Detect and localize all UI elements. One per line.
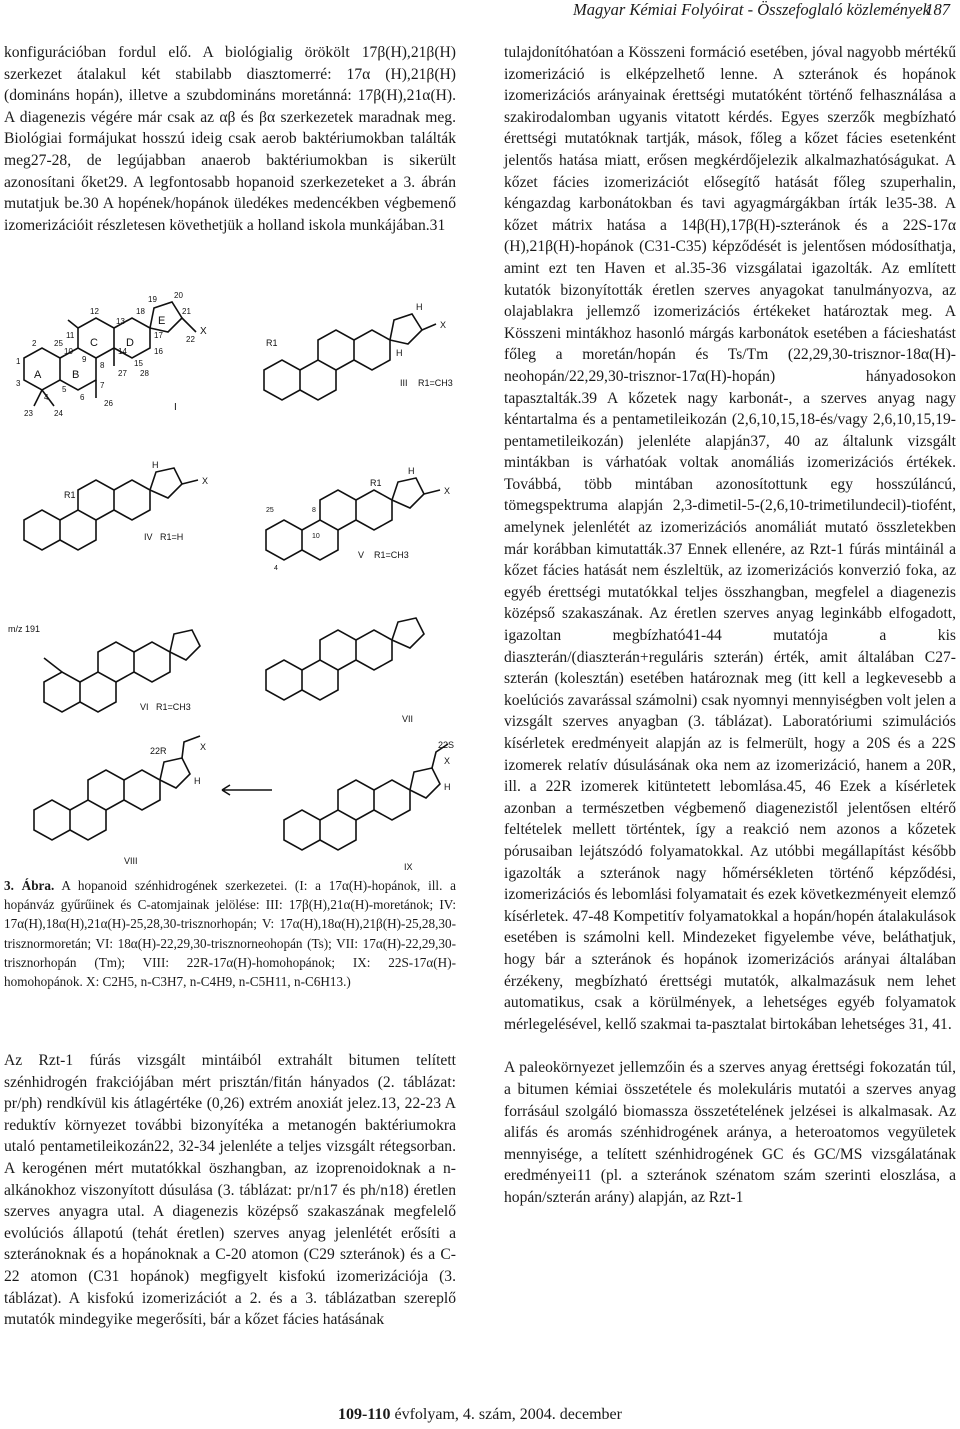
atom-number: 14 (118, 347, 127, 356)
atom-number: 19 (148, 295, 157, 304)
atom-number: 27 (118, 369, 127, 378)
hopanoid-structures-figure (4, 290, 462, 875)
atom-number: 17 (154, 331, 163, 340)
atom-number: 26 (104, 399, 113, 408)
atom-number: 8 (100, 361, 105, 370)
page-number: 187 (925, 0, 950, 19)
structure-number: III (400, 378, 408, 388)
caption-text: A hopanoid szénhidrogének szerkezetei. (I: a 17α(H)-hopánok, ill. a hopánváz gyűrűinek és C-atomjainak jelölése: III: 17β(H),21α(H)-moretánok; IV: 17α(H),18α(H),21α(H)-25,28,30-trisznorhopán; V: 17α(H),18α(H),21β(H)-25,28,30-trisznormoretán; VI: 18α(H)-22,29,30-trisznorneohopán (Ts); VII: 17α(H)-22,29,30-trisznorhopán (Tm); VIII: 22R-17α(H)-homohopánok; IX: 22S-17α(H)-homohopánok. X: C2H5, n-C3H7, n-C4H9, n-C5H11, n-C6H13.) (4, 878, 456, 990)
atom-number: 12 (90, 307, 99, 316)
h-label: H (194, 776, 201, 786)
atom-number: 8 (312, 507, 316, 514)
atom-number: 5 (62, 385, 67, 394)
structure-number: V (358, 550, 365, 560)
figure-caption (4, 876, 456, 991)
left-column-bottom (4, 1050, 456, 1331)
atom-number: 28 (140, 369, 149, 378)
structure-number: VI (140, 702, 149, 712)
ring-A-label: A (34, 369, 42, 381)
structure-number: I (174, 402, 177, 413)
structure-I (16, 291, 207, 418)
atom-number: 9 (82, 355, 87, 364)
substituent-x: X (202, 476, 209, 486)
r1-label: R1 (64, 490, 76, 500)
substituent-x: X (444, 756, 451, 766)
structure-number: VII (402, 714, 414, 724)
issue-info: évfolyam, 4. szám, 2004. december (390, 1406, 622, 1423)
atom-number: 2 (32, 339, 37, 348)
figure-label: 3. Ábra. (4, 878, 55, 893)
atom-number: 15 (134, 359, 143, 368)
atom-number: 3 (16, 379, 21, 388)
atom-number: 4 (274, 565, 278, 572)
atom-number: 25 (266, 507, 274, 514)
r1-definition: R1=CH3 (418, 378, 453, 388)
atom-number: 10 (312, 533, 320, 540)
structure-number: VIII (124, 856, 138, 866)
paragraph: konfigurációban fordul elő. A biológialig örökölt 17β(H),21β(H) szerkezet átalakul két stabilabb diasztomerré: 17α (H),21β(H) (domináns hopán), illetve a szubdomináns moretánná: 17β(H),21α(H). A diagenezis végére már csak az αβ és βα szerkezetek maradnak meg. Biológiai formájukat hosszú ideig csak aerob baktériumokban találták meg27-28, de legújabban anaerob baktériumokban is sikerült azonosítani őket29. A legfontosabb hopanoid szerkezeteket a 3. ábrán mutatjuk be.30 A hopének/hopánok üledékes medencékben végbemenő izomerizációit részletesen követhetjük a holland iskola munkájában.31 (4, 44, 456, 234)
atom-number: 20 (174, 291, 183, 300)
structure-V (266, 466, 450, 572)
running-header (0, 0, 960, 24)
atom-number: 16 (154, 347, 163, 356)
isomer-22r-label: 22R (150, 746, 167, 756)
structure-VI (44, 630, 200, 712)
atom-number: 6 (80, 393, 85, 402)
equilibrium-arrow (222, 785, 272, 795)
journal-title: Magyar Kémiai Folyóirat - Összefoglaló közlemények (573, 0, 930, 19)
h-label: H (152, 460, 159, 470)
mass-fragment-label: m/z 191 (8, 624, 41, 634)
atom-number: 1 (16, 357, 21, 366)
substituent-x: X (200, 742, 207, 752)
ring-E-label: E (158, 315, 166, 327)
h-label: H (396, 348, 403, 358)
atom-number: 21 (182, 307, 191, 316)
h-label: H (408, 466, 415, 476)
atom-number: 22 (186, 335, 195, 344)
structure-IX (284, 740, 454, 872)
substituent-x: X (200, 326, 207, 337)
r1-definition: R1=CH3 (374, 550, 409, 560)
substituent-x: X (444, 486, 451, 496)
isomer-22s-label: 22S (438, 740, 455, 750)
r1-definition: R1=H (160, 532, 184, 542)
structure-IV (24, 460, 208, 550)
structure-drawing (4, 290, 462, 875)
structure-VIII (34, 736, 206, 866)
atom-number: 13 (116, 317, 125, 326)
atom-number: 18 (136, 307, 145, 316)
atom-number: 11 (66, 331, 75, 340)
r1-label: R1 (266, 338, 278, 348)
r1-label: R1 (370, 478, 382, 488)
atom-number: 24 (54, 409, 63, 418)
left-column-top (4, 42, 456, 236)
paragraph: A paleokörnyezet jellemzőin és a szerves anyag érettségi fokozatán túl, a bitumen kémiai összetétele és molekuláris mutatói a szerves anyag forrásául szolgáló biomassza összetételének jelzései is alkalmasak. Az alifás és aromás szénhidrogének aránya, a heteroatomos vegyületek mennyisége, a telített szénhidrogének GC és GC/MS vizsgálatának eredményei11 (pl. a szteránok szénatom szám szerinti eloszlása, a hopán/szterán arány) alapján, az Rzt-1 (504, 1059, 956, 1206)
structure-number: IV (144, 532, 153, 542)
paragraph: tulajdonítóhatóan a Kösszeni formáció esetében, jóval nagyobb mértékű izomerizáció is elképzelhető lenne. A szteránok és hopánok izomerizációs arányainak érettségi mutatóként történő felhasználása a szakirodalomban ugyanis vitatott kérdés. Egyes szerzők megbízható érettségi mutatóknak tartják, mások, főleg a kőzet fácies esetenként jelentős hatása miatt, erősen megkérdőjelezik alkalmazhatóságukat. A kőzet fácies izomerizációt elősegítő hatását főleg szuperhalin, kéngazdag karbonátokban és tavi agyagmárgákban írták le35-38. A kőzet mátrix hatása a 14β(H),17β(H)-szteránok és a 22S-17α (H),21β(H)-hopánok (C31-C35) képződését is jelentősen módosíthatja, amint ezt ten Haven et al.35-36 vizsgálatai igazolták. Az említett kutatók bizonyították éretlen szerves anyagokat tanulmányozva, az olajablakra jellemző izomerizációs értékeket határoztak meg. A Kösszeni mintákhoz hasonló márgás karbonátok esetében a fácieshatást főleg a moretán/hopán és Ts/Tm (22,29,30-trisznor-18α(H)-neohopán/22,29,30-trisznor-17α(H)-hopán) hányadosokon tapasztalták.39 A kőzetek nagy karbonát-, a szerves anyag nagy kéntartalma és a pentametileikozán (2,6,10,15,18-és/vagy 2,6,10,15,19- pentametileikozán) jelenléte alapján37, 40 az általunk vizsgált mintákban is várhatóak voltak anomáliás izomerizációs értékek. Továbbá, több mintában azonosítottunk egy hosszúláncú, tömegspektruma alapján 2,3-dimetil-5-(2,6,10-trimetilundecil)-tiofént, amelynek jelenlétét az izomerizációs anomáliát mutató összletekben már korábban kimutatták.37 Ennek ellenére, az Rzt-1 fúrás mintáinál a kőzet fácies hatását nem észleltük, az izomerizációs konverzió foka, az egyéb érettségi mutatókkal teljes összhangban, megfelel a diagenezis középső szakaszának. Az éretlen szerves anyag leginkább elfogadott, igazoltan megbízható41-44 mutatója a kis diaszterán/(diaszterán+reguláris szterán) érték, amit általában C27-szterán (kolesztán) esetében határoznak meg (itt kell a legkevesebb a koelúciós zavarással számolni) csak nyomnyi mennyiségben volt jelen a vizsgált szerves anyagban (3. táblázat). Laboratóriumi szimulációs kísérletek eredményeit alapján az is felmerült, hogy a 20S és a 22S izomerek relatív dúsulásának oka nem az izomerizáció, hanem a 20R, ill. a 22R izomerek kitüntetett lebomlása.45, 46 Ezek a kísérletek azonban a természetben végbemenő diagenezistől jelentősen eltérő feltételek mellett történtek, így a reakció nem azonos a kőzetek pórusaiban lejátszódó folyamatokkal. Az utóbbi megállapítást később igazolták a szteránok nagy hőmérsékleten történő képződési, izomerizációs és lebomlási folyamatait és ezek következményeit elemző kísérletek. 47-48 Kompetitív folyamatokkal a hopán/hopén átalakulások esetében is számolni kell. Mindezeket figyelembe véve, beláthatjuk, hogy bár a szteránok és hopánok izomerizációs arányai általában érzékeny, megbízható érettségi mutatók, alkalmazásuk nem lehet automatikus, csak a körülmények, a lehetséges egyéb folyamatok mérlegelésével, kellő szakmai ta-pasztalat birtokában lehetséges 31, 41. (504, 44, 956, 1033)
structure-VII (266, 618, 424, 724)
paragraph: Az Rzt-1 fúrás vizsgált mintáiból extrahált bitumen telített szénhidrogén frakciójában mért prisztán/fitán hányados (2. táblázat: pr/ph) rendkívül kis átlagértéke (0,26) extrém anoxiát jelez.13, 22-23 A reduktív környezet további bizonyítéka a metanogén baktériumokra utaló pentametileikozán22, 32-34 jelenléte a teljes vizsgált rétegsorban. A kerogénen mért mutatókkal öszhangban, az izoprenoidoknak a n-alkánokhoz viszonyított dúsulása (3. táblázat: pr/n17 és ph/n18) éretlen szerves anyagra utal. A diagenezis középső szakaszának megfelelő evolúciós állapotú (tehát éretlen) szerves anyag jelenlétét erősíti a szteránoknak és a hopánoknak a C-20 atomon (C29 szteránok) és a C-22 atomon (C31 hopánok) megfigyelt kisfokú izomerizációja (3. táblázat). A kisfokú izomerizációt a 2. és a 3. táblázatban szereplő mutatók mindegyike megerősíti, bár a kőzet fácies hatásának (4, 1052, 456, 1329)
page-footer (0, 1406, 960, 1424)
atom-number: 7 (100, 381, 105, 390)
ring-C-label: C (90, 337, 98, 349)
right-column (504, 42, 956, 1208)
ring-D-label: D (126, 337, 134, 349)
ring-B-label: B (72, 369, 80, 381)
h-label: H (444, 782, 451, 792)
atom-number: 4 (44, 393, 49, 402)
atom-number: 25 (54, 339, 63, 348)
r1-definition: R1=CH3 (156, 702, 191, 712)
structure-number: IX (404, 862, 413, 872)
atom-number: 10 (64, 347, 73, 356)
volume-number: 109-110 (338, 1406, 391, 1423)
atom-number: 23 (24, 409, 33, 418)
substituent-x: X (440, 320, 447, 330)
h-label: H (416, 302, 423, 312)
structure-III (264, 302, 453, 400)
